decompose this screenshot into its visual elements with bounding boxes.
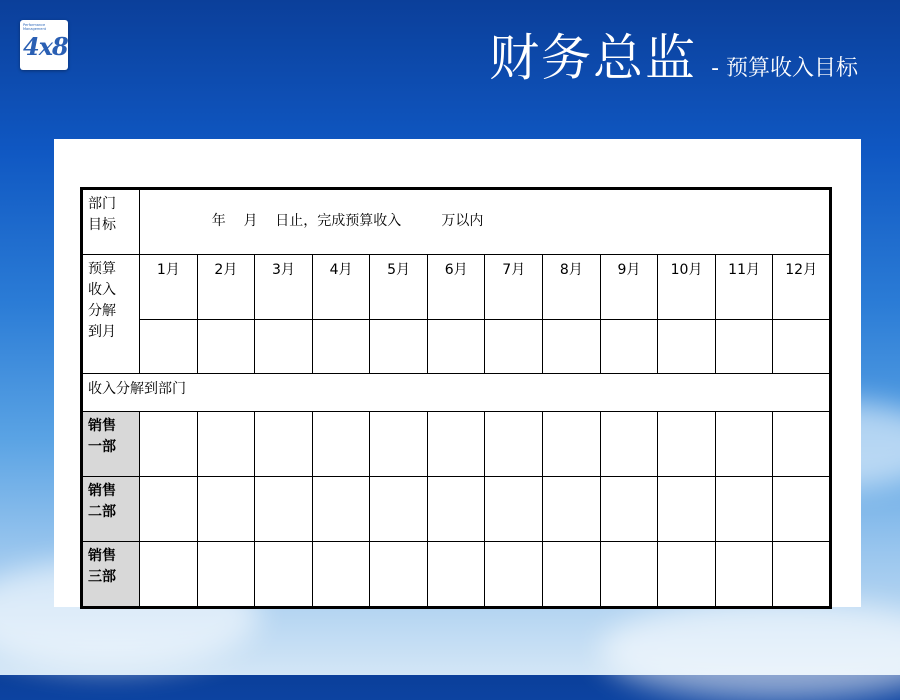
dept-month-cell[interactable] bbox=[773, 477, 831, 542]
target-text bbox=[140, 189, 831, 255]
dept-month-cell[interactable] bbox=[543, 477, 601, 542]
dept-month-cell[interactable] bbox=[600, 542, 658, 608]
dept-month-cell[interactable] bbox=[600, 477, 658, 542]
dept-name bbox=[82, 412, 140, 477]
dept-month-cell[interactable] bbox=[715, 412, 773, 477]
monthly-breakdown-label bbox=[82, 255, 140, 374]
dept-name bbox=[82, 477, 140, 542]
slide-header bbox=[489, 18, 858, 90]
month-value-cell[interactable] bbox=[427, 320, 485, 374]
dept-month-cell[interactable] bbox=[485, 477, 543, 542]
month-value-cell[interactable] bbox=[715, 320, 773, 374]
dept-month-cell[interactable] bbox=[600, 412, 658, 477]
dept-month-cell[interactable] bbox=[773, 412, 831, 477]
month-header: 9月 bbox=[600, 255, 658, 320]
dept-month-cell[interactable] bbox=[197, 477, 255, 542]
logo-mark: 4x8 bbox=[23, 32, 68, 61]
dept-target-label-text: 部门 目标 bbox=[88, 196, 116, 233]
month-value-cell[interactable] bbox=[543, 320, 601, 374]
dept-month-cell[interactable] bbox=[715, 477, 773, 542]
dept-month-cell[interactable] bbox=[427, 412, 485, 477]
dept-name-text: 销售 一部 bbox=[88, 418, 116, 455]
month-header: 10月 bbox=[658, 255, 716, 320]
month-value-cell[interactable] bbox=[773, 320, 831, 374]
slide-subtitle: - 预算收入目标 bbox=[711, 56, 858, 81]
dept-month-cell[interactable] bbox=[773, 542, 831, 608]
month-header: 7月 bbox=[485, 255, 543, 320]
logo-tagline: Performance Management bbox=[23, 23, 47, 31]
dept-month-cell[interactable] bbox=[197, 542, 255, 608]
target-text-value: 年 月 日止，完成预算收入 万以内 bbox=[211, 213, 484, 229]
month-value-cell[interactable] bbox=[600, 320, 658, 374]
month-header: 6月 bbox=[427, 255, 485, 320]
dept-month-cell[interactable] bbox=[485, 412, 543, 477]
dept-month-cell[interactable] bbox=[543, 542, 601, 608]
month-header: 4月 bbox=[312, 255, 370, 320]
dept-month-cell[interactable] bbox=[370, 542, 428, 608]
month-value-cell[interactable] bbox=[370, 320, 428, 374]
budget-target-table bbox=[80, 187, 832, 609]
dept-month-cell[interactable] bbox=[312, 477, 370, 542]
dept-name bbox=[82, 542, 140, 608]
dept-month-cell[interactable] bbox=[312, 412, 370, 477]
dept-month-cell[interactable] bbox=[543, 412, 601, 477]
dept-month-cell[interactable] bbox=[658, 542, 716, 608]
dept-month-cell[interactable] bbox=[140, 542, 198, 608]
dept-month-cell[interactable] bbox=[427, 542, 485, 608]
dept-row bbox=[82, 412, 831, 477]
dept-breakdown-row bbox=[82, 374, 831, 412]
cloud bbox=[600, 600, 900, 700]
dept-row bbox=[82, 477, 831, 542]
dept-month-cell[interactable] bbox=[197, 412, 255, 477]
dept-month-cell[interactable] bbox=[255, 477, 313, 542]
dept-month-cell[interactable] bbox=[255, 542, 313, 608]
month-value-cell[interactable] bbox=[658, 320, 716, 374]
monthly-breakdown-label-text: 预算 收入 分解 到月 bbox=[88, 261, 116, 340]
company-logo bbox=[20, 20, 68, 70]
dept-month-cell[interactable] bbox=[658, 477, 716, 542]
month-header: 8月 bbox=[543, 255, 601, 320]
target-row bbox=[82, 189, 831, 255]
dept-month-cell[interactable] bbox=[312, 542, 370, 608]
dept-month-cell[interactable] bbox=[370, 477, 428, 542]
month-header: 3月 bbox=[255, 255, 313, 320]
dept-target-label bbox=[82, 189, 140, 255]
dept-month-cell[interactable] bbox=[427, 477, 485, 542]
month-header: 1月 bbox=[140, 255, 198, 320]
month-value-cell[interactable] bbox=[312, 320, 370, 374]
month-value-cell[interactable] bbox=[197, 320, 255, 374]
dept-name-text: 销售 二部 bbox=[88, 483, 116, 520]
dept-row bbox=[82, 542, 831, 608]
month-header-row bbox=[82, 255, 831, 320]
month-header: 11月 bbox=[715, 255, 773, 320]
dept-month-cell[interactable] bbox=[140, 412, 198, 477]
dept-name-text: 销售 三部 bbox=[88, 548, 116, 585]
slide-title: 财务总监 bbox=[489, 29, 698, 87]
month-value-cell[interactable] bbox=[255, 320, 313, 374]
dept-month-cell[interactable] bbox=[485, 542, 543, 608]
dept-month-cell[interactable] bbox=[658, 412, 716, 477]
month-value-row bbox=[82, 320, 831, 374]
month-value-cell[interactable] bbox=[485, 320, 543, 374]
dept-month-cell[interactable] bbox=[370, 412, 428, 477]
month-header: 5月 bbox=[370, 255, 428, 320]
month-header: 12月 bbox=[773, 255, 831, 320]
dept-month-cell[interactable] bbox=[140, 477, 198, 542]
dept-month-cell[interactable] bbox=[715, 542, 773, 608]
month-value-cell[interactable] bbox=[140, 320, 198, 374]
dept-month-cell[interactable] bbox=[255, 412, 313, 477]
dept-breakdown-label: 收入分解到部门 bbox=[82, 374, 831, 412]
month-header: 2月 bbox=[197, 255, 255, 320]
